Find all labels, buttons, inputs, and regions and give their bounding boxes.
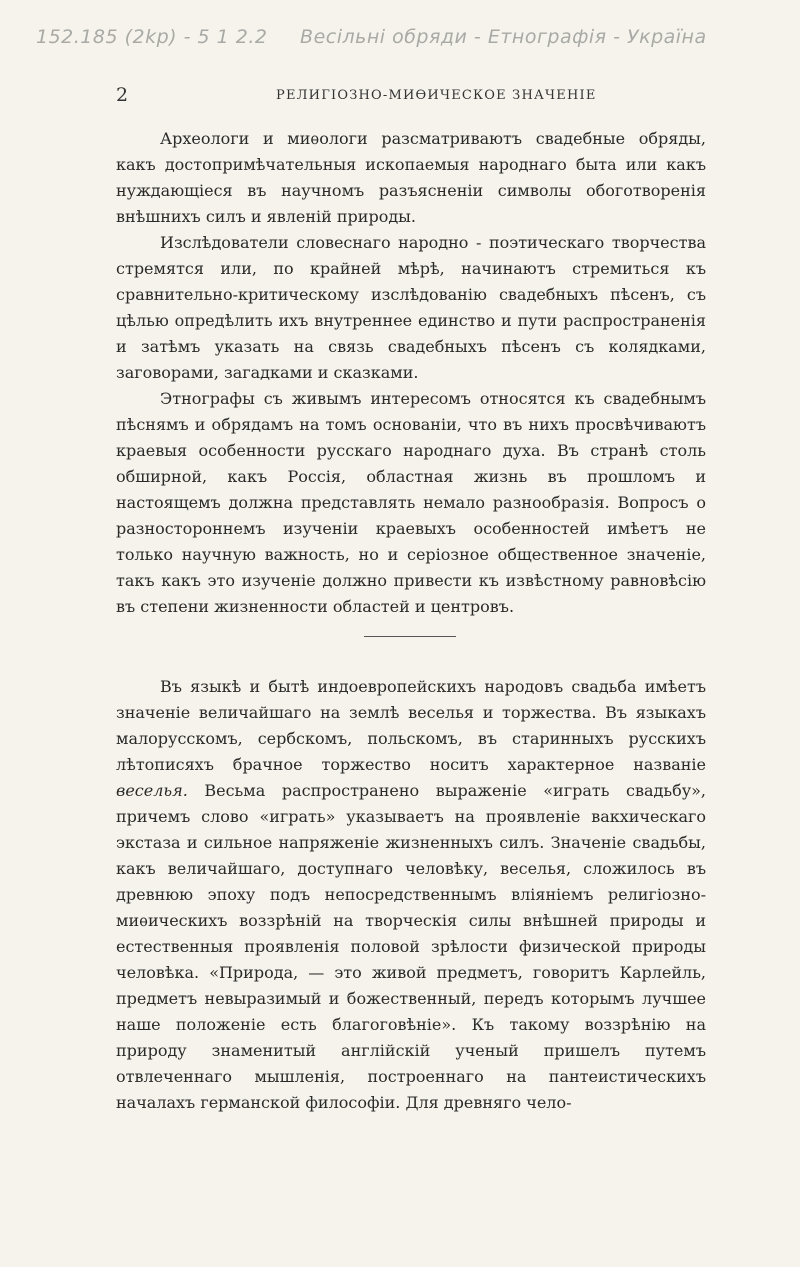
section-2-text bbox=[116, 674, 706, 1116]
paragraph-end: Весьма распространено выраженіе «играть свадьбу», причемъ слово «играть» указываетъ на проявленіе вакхическаго экстаза и сильное напряженіе жизненныхъ силъ. Значеніе свадьбы, какъ величайшаго, доступнаго человѣку, веселья, сложилось въ древнюю эпоху подъ непосредственнымъ вліяніемъ религіозно-миѳическихъ воззрѣній на творческія силы внѣшней природы и естественныя проявленія половой зрѣлости физической природы человѣка. «Природа, — это живой предметъ, говоритъ Карлейль, предметъ невыразимый и божественный, передъ которымъ лучшее наше положеніе есть благоговѣніе». Къ такому воззрѣнію на природу знаменитый англійскій ученый пришелъ путемъ отвлеченнаго мышленія, построеннаго на пантеистическихъ началахъ германской философіи. Для древняго чело- bbox=[116, 781, 706, 1112]
paragraph: Изслѣдователи словеснаго народно - поэтическаго творчества стремятся или, по крайней мѣрѣ, начинаютъ стремиться къ сравнительно-критическому изслѣдованію свадебныхъ пѣсенъ, съ цѣлью опредѣлить ихъ внутреннее единство и пути распространенія и затѣмъ указать на связь свадебныхъ пѣсенъ съ колядками, заговорами, загадками и сказками. bbox=[116, 233, 706, 382]
page-number: 2 bbox=[116, 84, 129, 106]
handwritten-catalog-annotation bbox=[36, 26, 756, 48]
subject-text: Весільні обряди - Етнографія - Україна bbox=[300, 26, 707, 48]
emphasized-word: веселья. bbox=[116, 781, 188, 800]
page-header bbox=[116, 84, 706, 108]
paragraph bbox=[116, 674, 706, 1116]
running-title: РЕЛИГІОЗНО-МИѲИЧЕСКОЕ ЗНАЧЕНІЕ bbox=[276, 88, 597, 103]
shelfmark-text: 152.185 (2kp) - 5 1 2.2 bbox=[36, 26, 268, 48]
section-divider bbox=[364, 636, 456, 637]
paragraph-start: Въ языкѣ и бытѣ индоевропейскихъ народовъ свадьба имѣетъ значеніе величайшаго на землѣ веселья и торжества. Въ языкахъ малорусскомъ, сербскомъ, польскомъ, въ старинныхъ русскихъ лѣтописяхъ брачное торжество носитъ характерное названіе bbox=[116, 677, 706, 774]
paragraph: Археологи и миѳологи разсматриваютъ свадебные обряды, какъ достопримѣчательныя ископаемыя народнаго быта или какъ нуждающіеся въ научномъ разъясненіи символы обоготворенія внѣшнихъ силъ и явленій природы. bbox=[116, 129, 706, 226]
paragraph: Этнографы съ живымъ интересомъ относятся къ свадебнымъ пѣснямъ и обрядамъ на томъ основаніи, что въ нихъ просвѣчиваютъ краевыя особенности русскаго народнаго духа. Въ странѣ столь обширной, какъ Россія, областная жизнь въ прошломъ и настоящемъ должна представлять немало разнообразія. Вопросъ о разностороннемъ изученіи краевыхъ особенностей имѣетъ не только научную важность, но и серіозное общественное значеніе, такъ какъ это изученіе должно привести къ извѣстному равновѣсію въ степени жизненности областей и центровъ. bbox=[116, 389, 706, 616]
section-1-text bbox=[116, 126, 706, 620]
